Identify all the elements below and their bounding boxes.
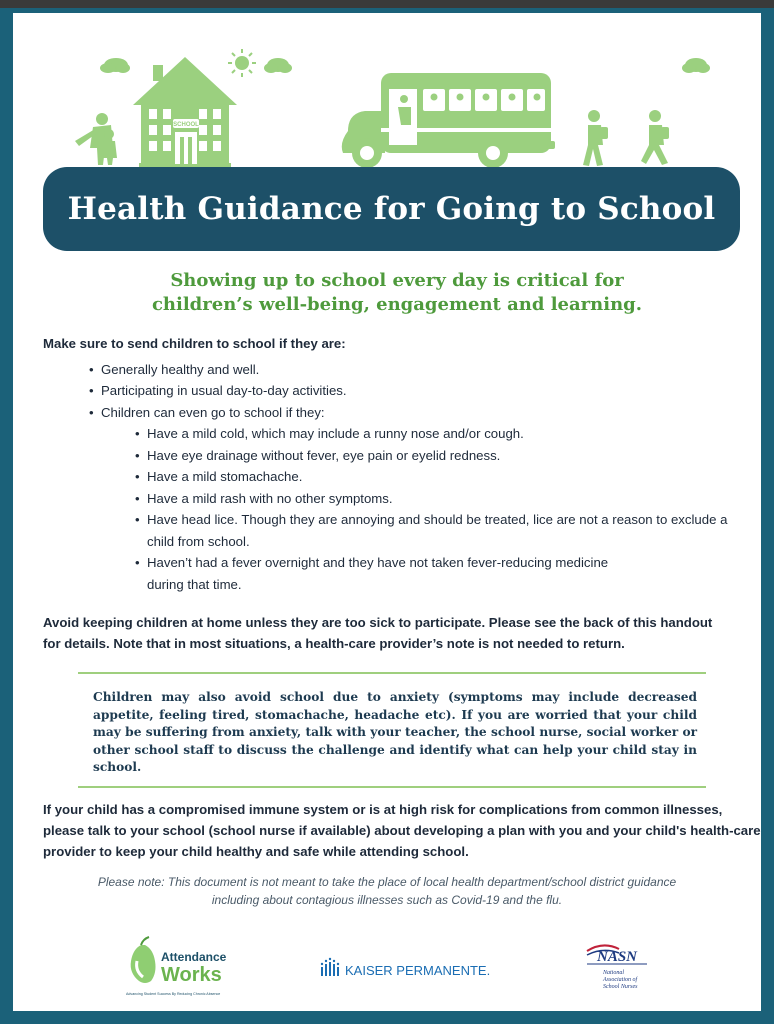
sub-list [135,423,733,595]
divider-top [78,672,706,674]
header-illustration [13,13,761,178]
page-title: Health Guidance for Going to School [67,191,716,227]
logo-text: School Nurses [603,984,638,990]
subtitle-line: children’s well-being, engagement and learning. [151,294,643,315]
send-list [89,359,733,596]
school-building-icon [133,57,237,167]
walking-child-icon [641,110,669,165]
subtitle-line: Showing up to school every day is critical for [170,270,624,291]
sub-list-item: • Have eye drainage without fever, eye pain or eyelid redness. [135,445,733,467]
sub-list-item: • Have head lice. Though they are annoying and should be treated, lice are not a reason to exclude a child from school. [135,509,733,552]
logo-text: Association of [603,977,638,983]
logo-text: NASN [597,949,638,965]
attendance-works-logo [121,935,246,1005]
subtitle [73,269,721,317]
logo-text: Works [161,964,222,986]
cloud-icon [264,58,292,73]
logo-text: Attendance [161,950,227,964]
logo-text: KAISER PERMANENTE. [345,963,491,978]
parent-child-icon [75,113,117,165]
nasn-logo [583,937,663,1007]
school-bus-icon [342,73,555,168]
send-lead: Make sure to send children to school if they are: [43,336,346,351]
partner-logos [13,933,761,1008]
cloud-icon [682,58,710,73]
anxiety-paragraph: Children may also avoid school due to anxiety (symptoms may include decreased appetite, feeling tired, stomachache, headache etc). If you are worried that your child may be suffering from anxiety, talk with your teacher, the school nurse, social worker or other school staff to discuss the challenge and identify what can help your child stay in school. [93,690,697,774]
title-banner [43,167,740,251]
sun-icon [228,49,256,77]
walking-child-icon [583,110,608,166]
handout-sheet [13,13,761,1011]
list-item [89,402,733,596]
list-item: • Generally healthy and well. [89,359,733,381]
divider-bottom [78,786,706,788]
sub-list-item: • Have a mild cold, which may include a runny nose and/or cough. [135,423,733,445]
logo-tagline: Advancing Student Success By Reducing Chronic Absence [126,992,221,996]
window-top-bar [0,0,774,8]
logo-text: National [603,970,625,976]
school-sign-text: SCHOOL [173,122,199,128]
sub-list-item: • Haven’t had a fever overnight and they have not taken fever-reducing medicine during that time. [135,552,733,595]
kaiser-permanente-logo [319,955,499,985]
send-section [43,333,733,595]
sub-list-item: • Have a mild stomachache. [135,466,733,488]
sub-list-item: • Have a mild rash with no other symptoms. [135,488,733,510]
avoid-paragraph: Avoid keeping children at home unless they are too sick to participate. Please see the back of this handout for details. Note that in most situations, a health-care provider’s note is not needed to return. [43,615,713,651]
disclaimer-note: Please note: This document is not meant to take the place of local health department/school district guidance including about contagious illnesses such as Covid-19 and the flu. [97,875,677,907]
immune-paragraph: If your child has a compromised immune system or is at high risk for complications from common illnesses, please talk to your school (school nurse if available) about developing a plan with you and your child's health-care provider to keep your child healthy and safe while attending school. [43,802,761,859]
list-item-text: Children can even go to school if they: [101,404,325,420]
cloud-icon [100,58,130,73]
list-item: • Participating in usual day-to-day activities. [89,380,733,402]
